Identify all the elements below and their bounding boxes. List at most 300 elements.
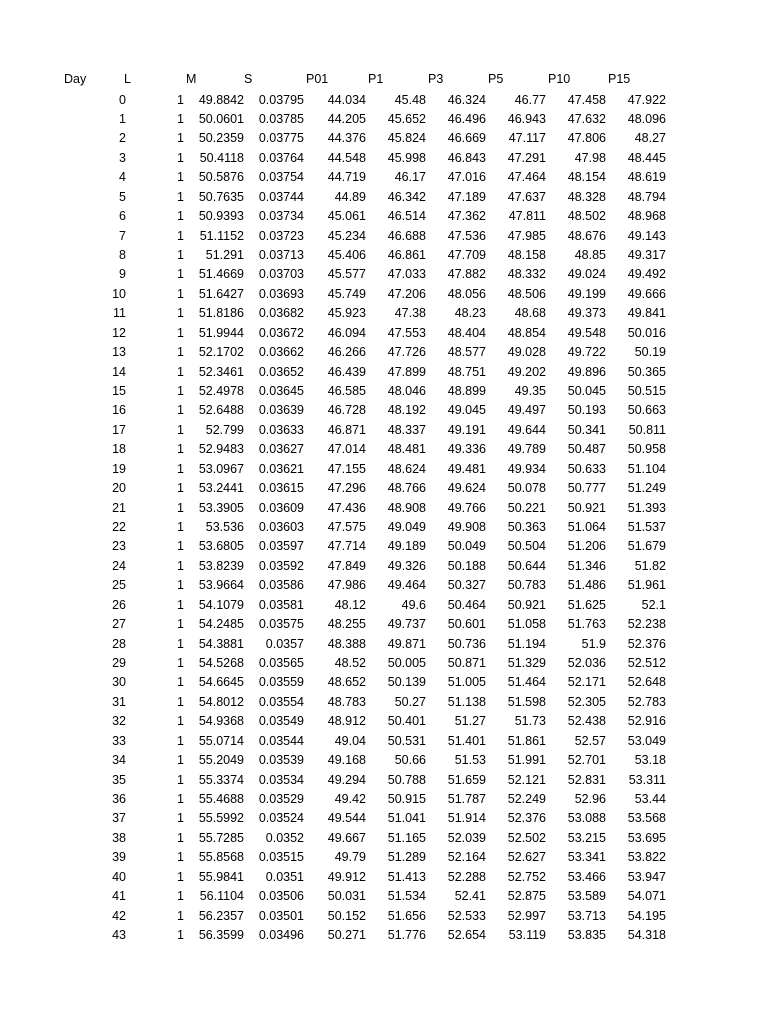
table-row [0,848,768,866]
cell-p15: 53.822 [627,850,666,865]
cell-p3: 52.654 [447,928,486,942]
cell-p01: 44.034 [327,92,366,107]
cell-p1: 49.871 [387,636,426,651]
cell-p01: 48.255 [327,617,366,632]
cell-day: 7 [119,228,126,243]
cell-p5: 50.078 [507,481,546,496]
table-row [0,732,768,750]
cell-p1: 45.652 [387,111,426,126]
cell-m: 54.5268 [198,656,244,670]
table-row [0,615,768,633]
table-row [0,382,768,400]
table-row [0,168,768,186]
table-row [0,363,768,381]
cell-p10: 50.045 [567,383,606,398]
cell-p5: 51.464 [507,675,546,690]
cell-s: 0.03785 [258,111,304,126]
cell-p15: 53.049 [627,733,666,748]
cell-l: 1 [177,578,184,593]
cell-p3: 48.23 [454,306,486,321]
cell-m: 52.6488 [198,403,244,418]
cell-m: 50.5876 [198,170,244,185]
table-row [0,499,768,517]
cell-l: 1 [177,811,184,826]
cell-m: 54.3881 [198,636,244,651]
cell-l: 1 [177,714,184,729]
cell-day: 25 [112,578,126,593]
table-row [0,440,768,458]
cell-p3: 50.736 [447,636,486,651]
cell-day: 5 [119,189,126,204]
table-row [0,343,768,361]
cell-p1: 48.766 [387,481,426,496]
table-row [0,324,768,342]
cell-l: 1 [177,558,184,573]
header-day: Day [64,72,87,86]
cell-s: 0.03652 [258,364,304,379]
cell-p1: 45.998 [387,150,426,165]
cell-day: 9 [119,267,126,282]
cell-s: 0.03645 [258,383,304,398]
cell-l: 1 [177,772,184,787]
cell-p15: 49.666 [627,286,666,301]
cell-p01: 46.094 [327,325,366,340]
cell-p3: 50.049 [447,539,486,554]
cell-day: 16 [112,403,126,418]
table-row [0,110,768,128]
cell-p15: 51.104 [627,461,666,476]
cell-day: 43 [112,928,126,942]
cell-p1: 51.534 [387,889,426,904]
cell-m: 54.6645 [198,675,244,690]
cell-p10: 50.487 [567,442,606,457]
cell-m: 54.2485 [198,617,244,632]
cell-l: 1 [177,733,184,748]
cell-m: 53.6805 [198,539,244,554]
cell-p1: 50.788 [387,772,426,787]
cell-p5: 52.121 [507,772,546,787]
cell-l: 1 [177,500,184,515]
cell-p15: 50.811 [628,422,666,437]
cell-p15: 49.317 [627,247,666,262]
cell-m: 50.9393 [198,209,244,224]
cell-p3: 51.914 [447,811,486,826]
cell-p5: 52.376 [507,811,546,826]
cell-m: 55.4688 [198,792,244,806]
cell-p01: 49.168 [327,753,366,768]
cell-day: 41 [112,889,126,904]
cell-day: 30 [112,675,126,690]
cell-day: 38 [112,830,126,845]
cell-m: 51.1152 [199,228,244,243]
cell-p01: 49.544 [327,811,366,826]
cell-p01: 47.436 [327,500,366,515]
cell-p01: 47.155 [327,461,366,476]
cell-p3: 51.005 [447,675,486,690]
cell-s: 0.03795 [258,92,304,107]
cell-m: 53.3905 [198,500,244,515]
cell-p1: 48.192 [387,403,426,418]
header-m: M [186,72,197,86]
cell-p10: 53.341 [567,850,606,865]
cell-p3: 48.404 [447,325,486,340]
cell-p1: 50.66 [394,753,426,768]
cell-m: 52.3461 [198,364,244,379]
cell-day: 11 [113,306,126,321]
cell-p15: 48.619 [627,170,666,185]
header-p1: P1 [368,72,384,86]
cell-p5: 49.644 [507,422,546,437]
cell-s: 0.03515 [258,850,304,865]
cell-l: 1 [177,442,184,457]
table-row [0,635,768,653]
cell-p5: 48.506 [507,286,546,301]
cell-p15: 52.1 [641,597,666,612]
cell-p10: 48.154 [567,170,606,185]
cell-p1: 47.726 [387,345,426,360]
cell-p5: 47.117 [508,131,546,146]
cell-p01: 47.296 [327,481,366,496]
header-p15: P15 [608,72,631,86]
cell-p15: 52.376 [627,636,666,651]
cell-s: 0.03703 [258,267,304,282]
table-row [0,868,768,886]
cell-p1: 50.915 [387,792,426,806]
cell-p10: 53.835 [567,928,606,942]
cell-p3: 51.401 [447,733,486,748]
table-row [0,227,768,245]
cell-p15: 53.695 [627,830,666,845]
cell-p1: 51.041 [387,811,426,826]
cell-day: 15 [112,383,126,398]
table-row [0,596,768,614]
cell-p1: 50.401 [387,714,426,729]
cell-p01: 46.728 [327,403,366,418]
cell-p10: 49.024 [567,267,606,282]
cell-day: 8 [119,247,126,262]
table-row [0,207,768,225]
cell-p5: 49.028 [507,345,546,360]
cell-p5: 48.854 [507,325,546,340]
cell-p3: 49.336 [447,442,486,457]
cell-p15: 51.537 [627,520,666,534]
cell-s: 0.03744 [258,189,304,204]
cell-s: 0.03575 [258,617,304,632]
cell-m: 55.5992 [198,811,244,826]
cell-p01: 44.376 [327,131,366,146]
cell-p15: 48.27 [634,131,666,146]
cell-p10: 49.896 [567,364,606,379]
cell-s: 0.03693 [258,286,304,301]
cell-p01: 47.714 [327,539,366,554]
cell-day: 20 [112,481,126,496]
cell-p10: 51.625 [567,597,606,612]
table-row [0,188,768,206]
cell-day: 42 [112,908,126,923]
cell-p5: 48.158 [507,247,546,262]
cell-l: 1 [177,345,184,360]
cell-s: 0.03603 [258,520,304,534]
cell-p1: 50.139 [387,675,426,690]
cell-l: 1 [177,908,184,923]
cell-p3: 50.601 [447,617,486,632]
cell-p3: 51.27 [454,714,486,729]
cell-day: 13 [112,345,126,360]
cell-m: 55.3374 [198,772,244,787]
cell-p15: 48.968 [627,209,666,224]
cell-p1: 47.899 [387,364,426,379]
header-p01: P01 [306,72,329,86]
table-row [0,149,768,167]
cell-s: 0.03662 [258,345,304,360]
table-row [0,809,768,827]
cell-s: 0.03501 [258,908,304,923]
cell-p3: 52.288 [447,869,486,884]
cell-p15: 50.515 [627,383,666,398]
cell-m: 55.7285 [198,830,244,845]
cell-p01: 48.12 [334,597,366,612]
cell-s: 0.03565 [258,656,304,670]
cell-p01: 49.667 [327,830,366,845]
cell-p1: 51.289 [387,850,426,865]
cell-m: 53.2441 [198,481,244,496]
cell-p10: 47.632 [567,111,606,126]
cell-s: 0.03549 [258,714,304,729]
table-row [0,771,768,789]
cell-l: 1 [177,597,184,612]
cell-l: 1 [177,675,184,690]
cell-day: 23 [112,539,126,554]
cell-p15: 48.794 [627,189,666,204]
cell-day: 0 [119,92,126,107]
cell-m: 51.4669 [198,267,244,282]
cell-s: 0.03672 [258,325,304,340]
cell-p10: 53.215 [567,830,606,845]
cell-p5: 53.119 [508,928,546,942]
cell-l: 1 [177,92,184,107]
cell-day: 36 [112,792,126,806]
cell-l: 1 [177,694,184,709]
table-row [0,712,768,730]
cell-day: 24 [112,558,126,573]
cell-p10: 53.466 [567,869,606,884]
cell-day: 17 [112,422,126,437]
cell-s: 0.03609 [258,500,304,515]
cell-p15: 50.19 [634,345,666,360]
cell-p3: 49.191 [447,422,486,437]
cell-p5: 49.934 [507,461,546,476]
cell-p1: 48.337 [387,422,426,437]
cell-s: 0.03529 [258,792,304,806]
cell-p15: 54.071 [627,889,666,904]
cell-p1: 48.046 [387,383,426,398]
cell-m: 55.0714 [198,733,244,748]
cell-p01: 47.986 [327,578,366,593]
cell-m: 50.7635 [198,189,244,204]
table-row [0,401,768,419]
cell-p3: 51.138 [447,694,486,709]
table-row [0,285,768,303]
table-row [0,91,768,109]
cell-p3: 52.039 [447,830,486,845]
cell-p15: 50.958 [627,442,666,457]
cell-p3: 49.624 [447,481,486,496]
cell-p10: 52.036 [567,656,606,670]
cell-l: 1 [177,247,184,262]
table-row [0,557,768,575]
cell-l: 1 [177,170,184,185]
cell-p5: 52.997 [507,908,546,923]
cell-p1: 47.553 [387,325,426,340]
cell-l: 1 [177,150,184,165]
cell-m: 54.8012 [198,694,244,709]
cell-p01: 46.871 [327,422,366,437]
table-row [0,246,768,264]
cell-p5: 50.921 [507,597,546,612]
cell-p3: 51.787 [447,792,486,806]
cell-p1: 50.531 [387,733,426,748]
cell-p3: 52.41 [454,889,486,904]
cell-p01: 44.548 [327,150,366,165]
cell-p10: 48.328 [567,189,606,204]
cell-p01: 44.719 [327,170,366,185]
table-row [0,926,768,944]
cell-p5: 49.35 [514,383,546,398]
header-s: S [244,72,253,86]
cell-p5: 52.875 [507,889,546,904]
cell-p10: 52.831 [567,772,606,787]
table-row [0,693,768,711]
cell-l: 1 [177,617,184,632]
table-row [0,265,768,283]
cell-p15: 49.492 [627,267,666,282]
table-row [0,537,768,555]
cell-p5: 49.789 [507,442,546,457]
cell-day: 12 [112,325,126,340]
cell-l: 1 [177,364,184,379]
cell-m: 53.536 [205,520,244,534]
cell-day: 40 [112,869,126,884]
cell-p10: 49.548 [567,325,606,340]
cell-p01: 48.912 [327,714,366,729]
cell-day: 1 [119,111,126,126]
cell-day: 29 [112,656,126,670]
cell-l: 1 [177,131,184,146]
cell-p3: 47.189 [447,189,486,204]
header-p5: P5 [488,72,504,86]
cell-l: 1 [177,189,184,204]
cell-p5: 47.637 [507,189,546,204]
cell-p01: 49.79 [334,850,366,865]
cell-m: 50.0601 [198,111,244,126]
cell-l: 1 [177,889,184,904]
table-row [0,576,768,594]
cell-p10: 49.199 [567,286,606,301]
cell-l: 1 [177,850,184,865]
cell-p15: 48.445 [627,150,666,165]
cell-p15: 50.365 [627,364,666,379]
cell-day: 2 [119,131,126,146]
cell-p1: 48.908 [387,500,426,515]
cell-s: 0.03597 [258,539,304,554]
cell-day: 35 [112,772,126,787]
cell-m: 56.2357 [198,908,244,923]
cell-p15: 53.311 [628,772,666,787]
cell-p1: 46.514 [387,209,426,224]
cell-p15: 53.568 [627,811,666,826]
cell-p01: 46.585 [327,383,366,398]
cell-p10: 51.206 [567,539,606,554]
cell-p1: 46.861 [387,247,426,262]
cell-s: 0.03524 [258,811,304,826]
cell-day: 37 [112,811,126,826]
cell-p1: 49.737 [387,617,426,632]
cell-s: 0.03713 [258,247,304,262]
cell-p3: 47.016 [447,170,486,185]
cell-p01: 45.749 [327,286,366,301]
cell-p3: 48.056 [447,286,486,301]
cell-p10: 52.57 [574,733,606,748]
cell-p10: 52.171 [567,675,606,690]
cell-day: 31 [112,694,126,709]
cell-p1: 49.326 [387,558,426,573]
cell-p15: 47.922 [627,92,666,107]
header-row [0,70,768,88]
cell-p5: 52.752 [507,869,546,884]
cell-p15: 51.961 [627,578,666,593]
cell-l: 1 [177,461,184,476]
cell-p5: 50.363 [507,520,546,534]
table-row [0,751,768,769]
cell-p10: 50.633 [567,461,606,476]
cell-p10: 51.763 [567,617,606,632]
cell-p5: 49.202 [507,364,546,379]
cell-l: 1 [177,286,184,301]
cell-s: 0.03723 [258,228,304,243]
cell-p15: 50.016 [627,325,666,340]
cell-p5: 51.598 [507,694,546,709]
cell-day: 27 [112,617,126,632]
cell-p1: 51.165 [387,830,426,845]
cell-day: 33 [112,733,126,748]
cell-s: 0.03539 [258,753,304,768]
cell-p01: 49.42 [334,792,366,806]
table-row [0,479,768,497]
cell-p5: 47.985 [507,228,546,243]
cell-day: 3 [119,150,126,165]
cell-p1: 50.005 [387,656,426,670]
cell-p15: 51.679 [627,539,666,554]
cell-p1: 49.464 [387,578,426,593]
cell-p3: 50.327 [447,578,486,593]
cell-l: 1 [177,830,184,845]
header-l: L [124,72,131,86]
cell-day: 22 [112,520,126,534]
cell-p3: 52.164 [447,850,486,865]
cell-day: 21 [112,500,126,515]
cell-p10: 51.346 [567,558,606,573]
cell-l: 1 [177,636,184,651]
cell-p01: 44.205 [327,111,366,126]
cell-day: 28 [112,636,126,651]
table-row [0,790,768,808]
cell-p15: 52.916 [627,714,666,729]
cell-s: 0.03592 [258,558,304,573]
cell-p01: 45.406 [327,247,366,262]
table-row [0,421,768,439]
cell-p5: 48.332 [507,267,546,282]
table-row [0,518,768,536]
